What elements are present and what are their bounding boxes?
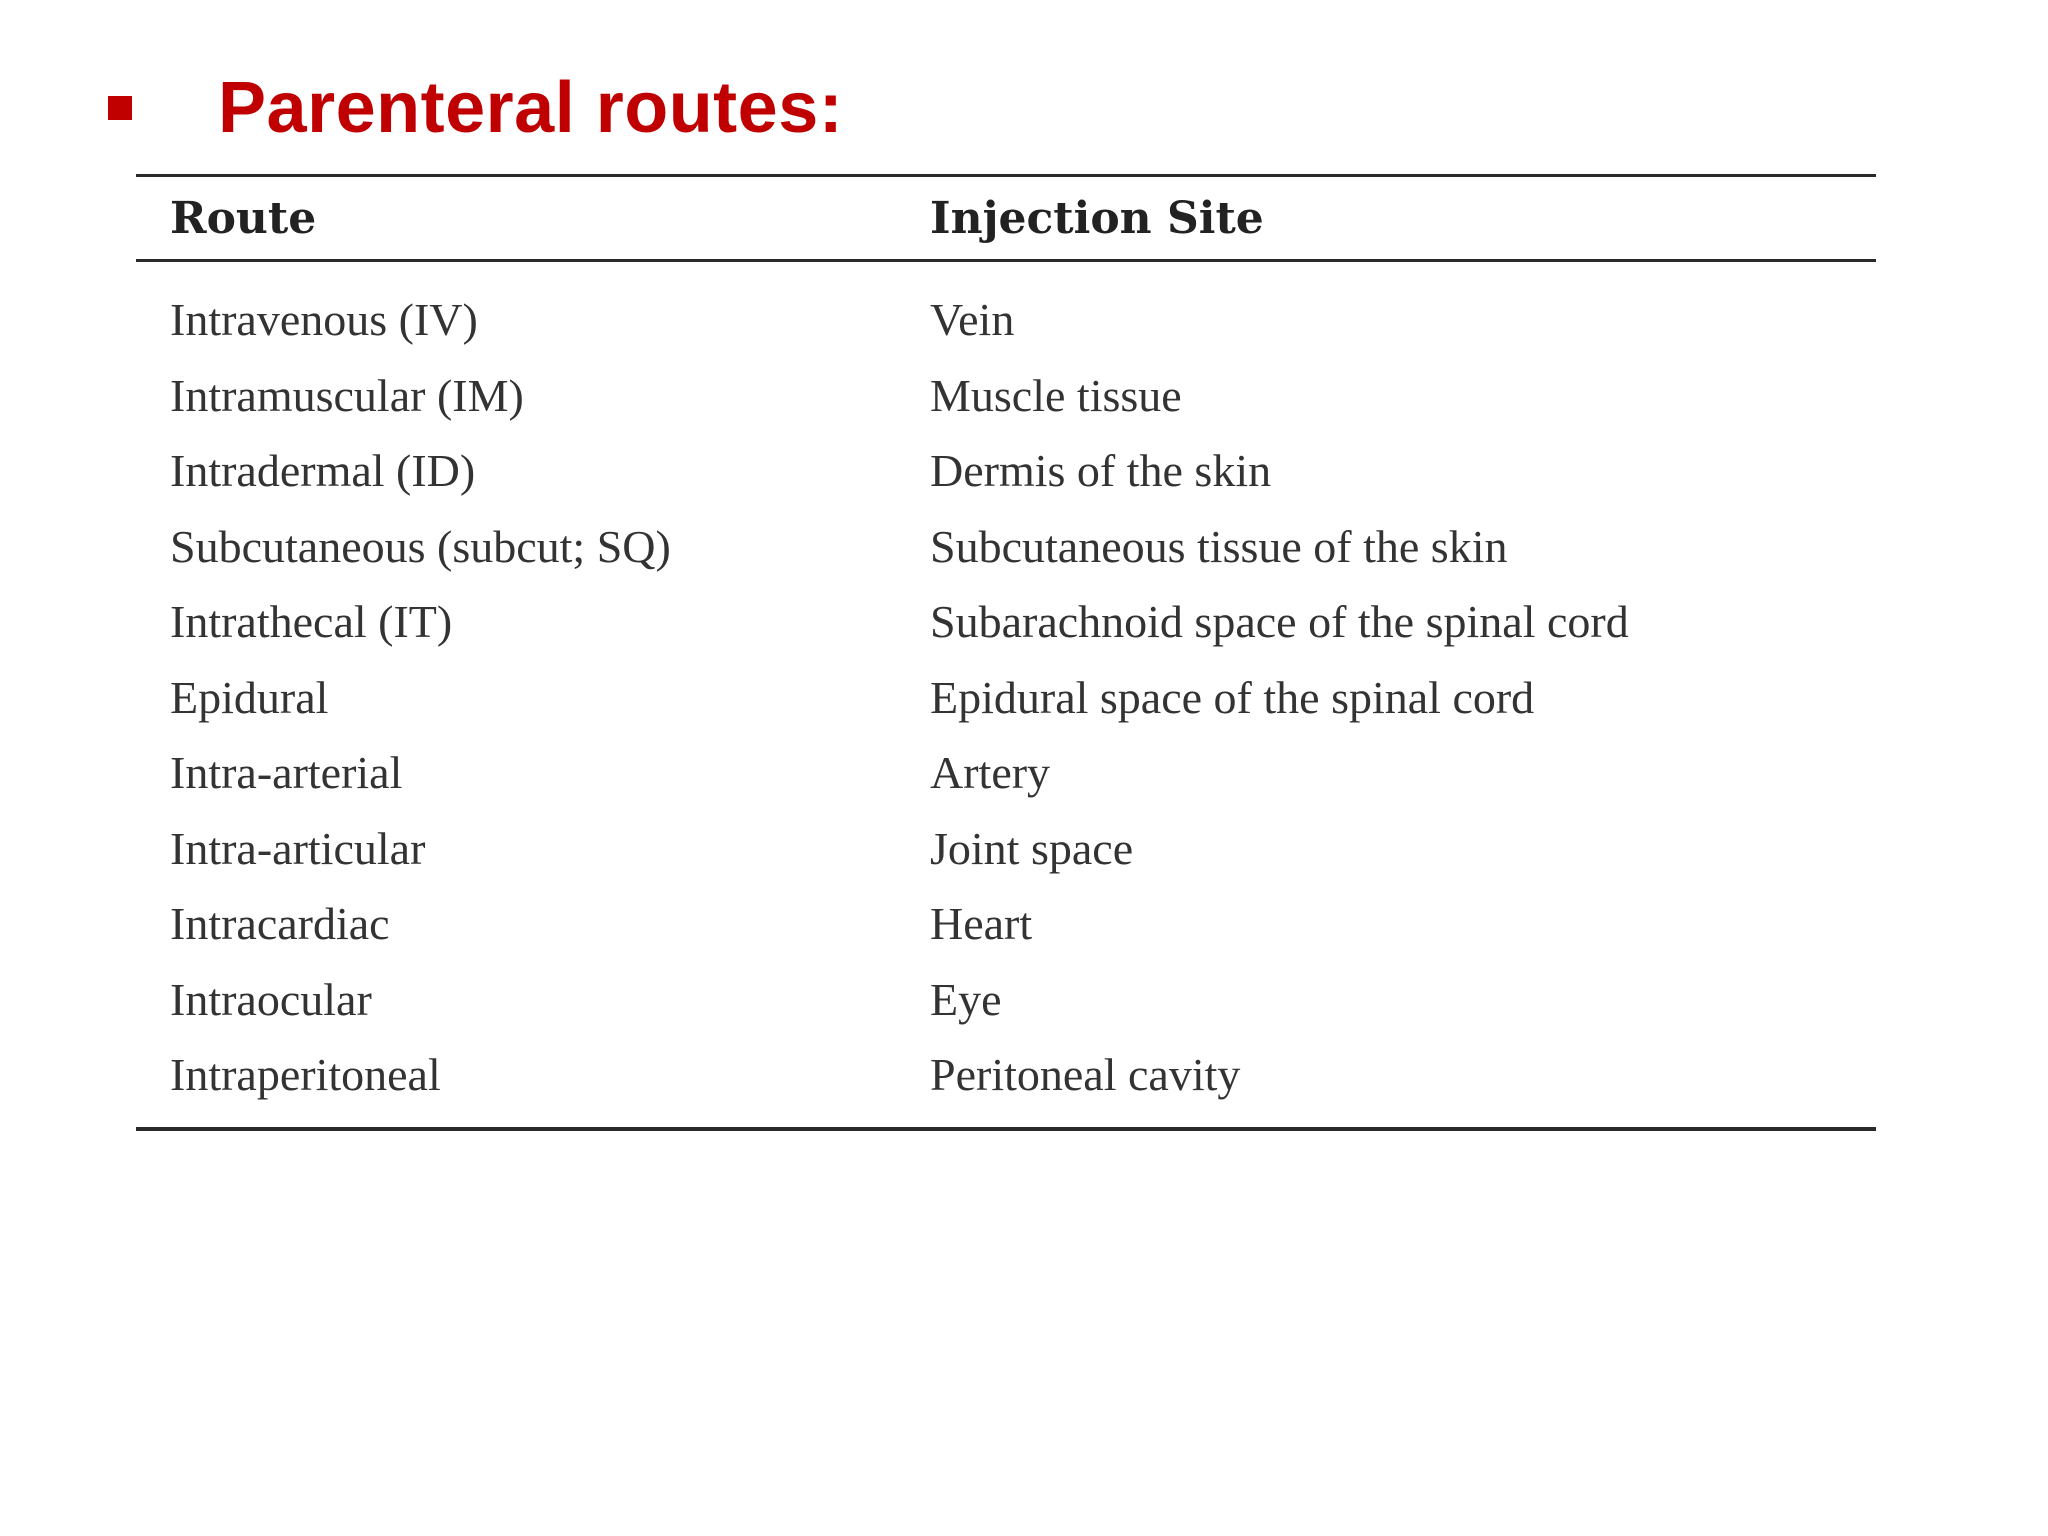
- injection-site-cell: Heart: [930, 898, 1033, 950]
- route-cell: Epidural: [170, 671, 329, 723]
- injection-site-cell: Dermis of the skin: [930, 445, 1272, 497]
- injection-site-cell: Artery: [930, 747, 1051, 799]
- square-bullet-icon: [108, 96, 132, 120]
- route-cell: Intramuscular (IM): [170, 369, 524, 421]
- page-title: Parenteral routes:: [218, 68, 844, 148]
- table-row: [136, 509, 1876, 585]
- title-row: [108, 48, 843, 168]
- table-row: [136, 811, 1876, 887]
- table-bottom-rule: [136, 1127, 1876, 1131]
- injection-site-cell: Epidural space of the spinal cord: [930, 671, 1535, 723]
- table-body: [136, 262, 1876, 1127]
- route-cell: Intracardiac: [170, 898, 390, 950]
- table-row: [136, 735, 1876, 811]
- table-row: [136, 886, 1876, 962]
- injection-site-cell: Subcutaneous tissue of the skin: [930, 520, 1508, 572]
- table-header-row: [136, 177, 1876, 259]
- table-row: [136, 358, 1876, 434]
- routes-table: [136, 174, 1876, 1131]
- table-row: [136, 660, 1876, 736]
- table-row: [136, 1037, 1876, 1113]
- table-row: [136, 584, 1876, 660]
- injection-site-cell: Subarachnoid space of the spinal cord: [930, 596, 1629, 648]
- column-header-injection-site: Injection Site: [930, 192, 1264, 244]
- table-row: [136, 962, 1876, 1038]
- injection-site-cell: Joint space: [930, 822, 1134, 874]
- table-row: [136, 433, 1876, 509]
- route-cell: Intra-articular: [170, 822, 426, 874]
- table-row: [136, 282, 1876, 358]
- route-cell: Intraocular: [170, 973, 372, 1025]
- injection-site-cell: Vein: [930, 294, 1015, 346]
- route-cell: Intradermal (ID): [170, 445, 476, 497]
- route-cell: Subcutaneous (subcut; SQ): [170, 520, 671, 572]
- column-header-route: Route: [170, 192, 317, 244]
- route-cell: Intra-arterial: [170, 747, 403, 799]
- route-cell: Intraperitoneal: [170, 1049, 441, 1101]
- injection-site-cell: Peritoneal cavity: [930, 1049, 1241, 1101]
- route-cell: Intravenous (IV): [170, 294, 478, 346]
- injection-site-cell: Muscle tissue: [930, 369, 1182, 421]
- injection-site-cell: Eye: [930, 973, 1002, 1025]
- route-cell: Intrathecal (IT): [170, 596, 453, 648]
